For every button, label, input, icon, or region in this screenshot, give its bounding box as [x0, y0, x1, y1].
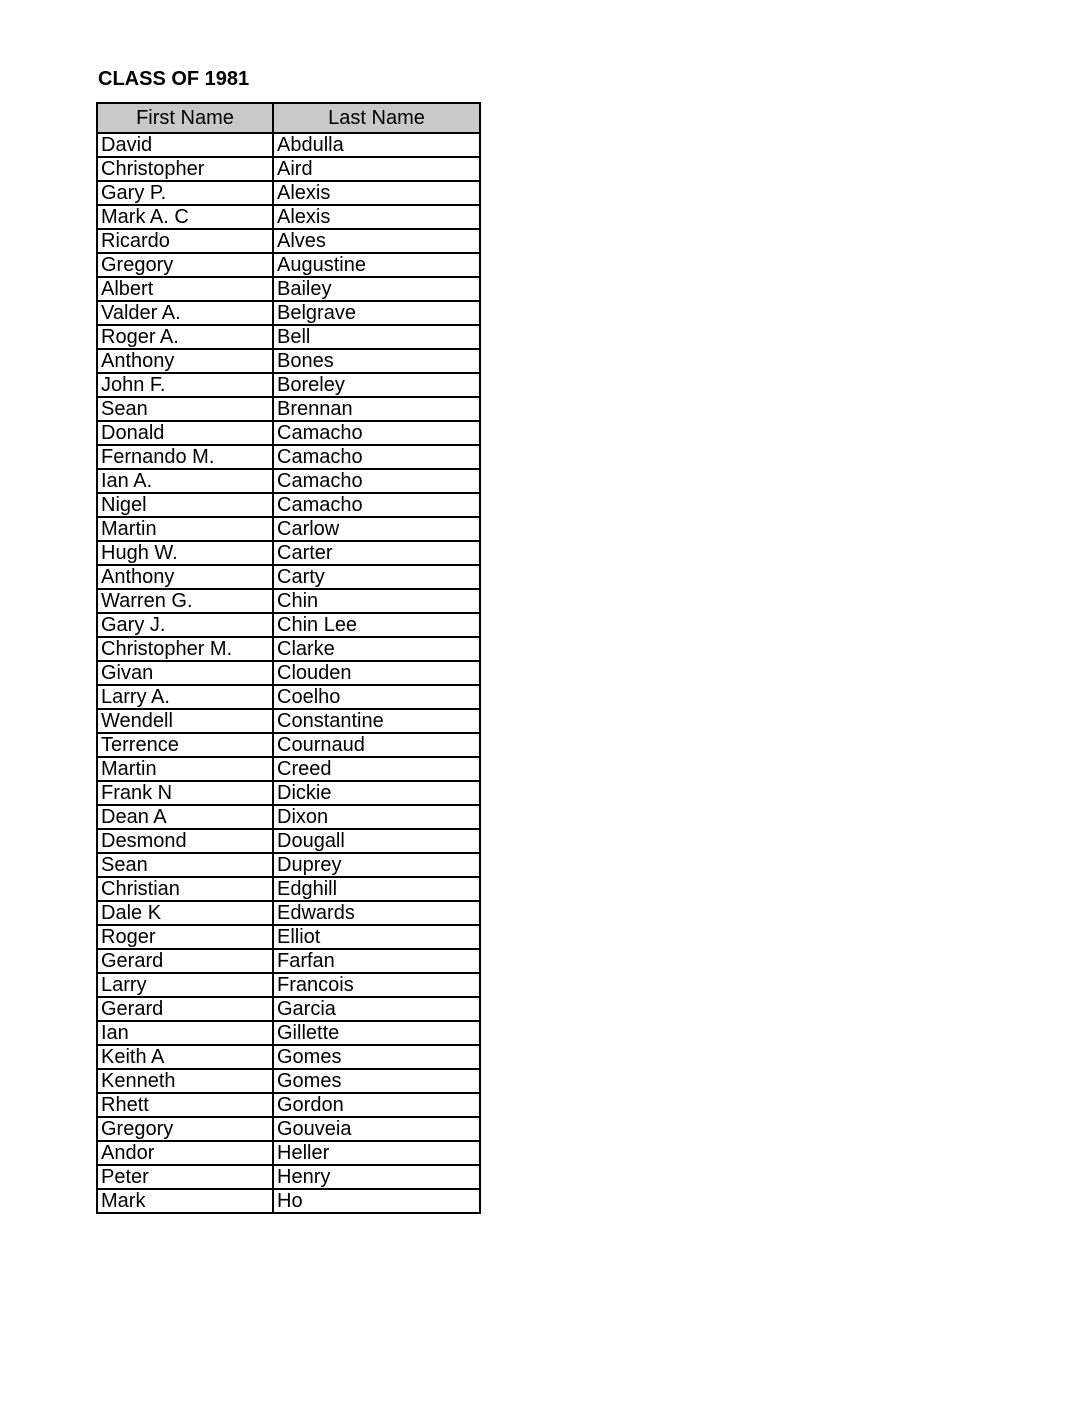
first-name-cell: Hugh W.	[97, 541, 273, 565]
first-name-cell: Kenneth	[97, 1069, 273, 1093]
table-row	[97, 925, 480, 949]
last-name-cell: Constantine	[273, 709, 480, 733]
last-name-cell: Boreley	[273, 373, 480, 397]
table-row	[97, 709, 480, 733]
first-name-cell: Roger	[97, 925, 273, 949]
last-name-cell: Henry	[273, 1165, 480, 1189]
table-row	[97, 1117, 480, 1141]
table-row	[97, 805, 480, 829]
table-row	[97, 829, 480, 853]
page-title: CLASS OF 1981	[98, 68, 250, 90]
table-row	[97, 541, 480, 565]
last-name-cell: Clouden	[273, 661, 480, 685]
first-name-cell: Ian	[97, 1021, 273, 1045]
first-name-cell: Anthony	[97, 349, 273, 373]
table-row	[97, 325, 480, 349]
table-row	[97, 997, 480, 1021]
last-name-cell: Carlow	[273, 517, 480, 541]
table-row	[97, 1141, 480, 1165]
table-row	[97, 781, 480, 805]
first-name-cell: Fernando M.	[97, 445, 273, 469]
table-row	[97, 469, 480, 493]
table-row	[97, 229, 480, 253]
table-row	[97, 157, 480, 181]
table-row	[97, 301, 480, 325]
table-row	[97, 757, 480, 781]
last-name-cell: Gouveia	[273, 1117, 480, 1141]
table-row	[97, 1189, 480, 1213]
first-name-cell: Albert	[97, 277, 273, 301]
first-name-cell: Dean A	[97, 805, 273, 829]
last-name-cell: Heller	[273, 1141, 480, 1165]
first-name-cell: Frank N	[97, 781, 273, 805]
table-row	[97, 661, 480, 685]
table-row	[97, 1093, 480, 1117]
last-name-cell: Alexis	[273, 181, 480, 205]
table-row	[97, 589, 480, 613]
table-row	[97, 493, 480, 517]
last-name-cell: Chin	[273, 589, 480, 613]
first-name-cell: Ian A.	[97, 469, 273, 493]
last-name-cell: Creed	[273, 757, 480, 781]
first-name-cell: Roger A.	[97, 325, 273, 349]
table-row	[97, 445, 480, 469]
table-row	[97, 253, 480, 277]
first-name-cell: Warren G.	[97, 589, 273, 613]
first-name-cell: Ricardo	[97, 229, 273, 253]
table-body	[97, 133, 480, 1213]
table-row	[97, 901, 480, 925]
table-row	[97, 421, 480, 445]
last-name-cell: Camacho	[273, 493, 480, 517]
last-name-cell: Edghill	[273, 877, 480, 901]
first-name-cell: Larry	[97, 973, 273, 997]
last-name-cell: Brennan	[273, 397, 480, 421]
first-name-cell: Larry A.	[97, 685, 273, 709]
last-name-cell: Bell	[273, 325, 480, 349]
last-name-cell: Edwards	[273, 901, 480, 925]
first-name-cell: Mark	[97, 1189, 273, 1213]
first-name-cell: Christian	[97, 877, 273, 901]
last-name-cell: Abdulla	[273, 133, 480, 157]
first-name-cell: Gary P.	[97, 181, 273, 205]
first-name-cell: Peter	[97, 1165, 273, 1189]
first-name-cell: Keith A	[97, 1045, 273, 1069]
last-name-cell: Duprey	[273, 853, 480, 877]
first-name-cell: Gregory	[97, 253, 273, 277]
table-row	[97, 1069, 480, 1093]
table-row	[97, 181, 480, 205]
first-name-cell: David	[97, 133, 273, 157]
table-row	[97, 877, 480, 901]
table-row	[97, 637, 480, 661]
last-name-cell: Carty	[273, 565, 480, 589]
last-name-cell: Francois	[273, 973, 480, 997]
last-name-cell: Gomes	[273, 1045, 480, 1069]
first-name-cell: Mark A. C	[97, 205, 273, 229]
table-row	[97, 613, 480, 637]
first-name-cell: Martin	[97, 517, 273, 541]
first-name-header: First Name	[97, 103, 273, 133]
first-name-cell: Valder A.	[97, 301, 273, 325]
table-row	[97, 397, 480, 421]
last-name-cell: Augustine	[273, 253, 480, 277]
first-name-cell: Givan	[97, 661, 273, 685]
table-row	[97, 853, 480, 877]
first-name-cell: Sean	[97, 853, 273, 877]
last-name-cell: Bailey	[273, 277, 480, 301]
first-name-cell: John F.	[97, 373, 273, 397]
table-row	[97, 517, 480, 541]
last-name-cell: Dougall	[273, 829, 480, 853]
table-row	[97, 1045, 480, 1069]
first-name-cell: Gerard	[97, 997, 273, 1021]
last-name-cell: Ho	[273, 1189, 480, 1213]
first-name-cell: Anthony	[97, 565, 273, 589]
last-name-cell: Coelho	[273, 685, 480, 709]
header-row	[97, 103, 480, 133]
first-name-cell: Sean	[97, 397, 273, 421]
table-row	[97, 373, 480, 397]
first-name-cell: Rhett	[97, 1093, 273, 1117]
last-name-cell: Camacho	[273, 469, 480, 493]
table-row	[97, 205, 480, 229]
last-name-cell: Aird	[273, 157, 480, 181]
first-name-cell: Andor	[97, 1141, 273, 1165]
last-name-cell: Gordon	[273, 1093, 480, 1117]
last-name-cell: Garcia	[273, 997, 480, 1021]
first-name-cell: Donald	[97, 421, 273, 445]
last-name-cell: Cournaud	[273, 733, 480, 757]
table-row	[97, 733, 480, 757]
last-name-cell: Belgrave	[273, 301, 480, 325]
last-name-cell: Gomes	[273, 1069, 480, 1093]
table-row	[97, 949, 480, 973]
first-name-cell: Desmond	[97, 829, 273, 853]
first-name-cell: Terrence	[97, 733, 273, 757]
table-row	[97, 349, 480, 373]
table-row	[97, 1021, 480, 1045]
last-name-cell: Bones	[273, 349, 480, 373]
first-name-cell: Dale K	[97, 901, 273, 925]
table-row	[97, 133, 480, 157]
first-name-cell: Wendell	[97, 709, 273, 733]
roster-table	[96, 102, 481, 1214]
last-name-cell: Gillette	[273, 1021, 480, 1045]
last-name-cell: Dixon	[273, 805, 480, 829]
first-name-cell: Nigel	[97, 493, 273, 517]
last-name-cell: Carter	[273, 541, 480, 565]
table-row	[97, 973, 480, 997]
last-name-cell: Camacho	[273, 421, 480, 445]
table-row	[97, 685, 480, 709]
first-name-cell: Gary J.	[97, 613, 273, 637]
table-header	[97, 103, 480, 133]
last-name-cell: Dickie	[273, 781, 480, 805]
last-name-header: Last Name	[273, 103, 480, 133]
first-name-cell: Christopher M.	[97, 637, 273, 661]
last-name-cell: Clarke	[273, 637, 480, 661]
last-name-cell: Elliot	[273, 925, 480, 949]
last-name-cell: Camacho	[273, 445, 480, 469]
last-name-cell: Alexis	[273, 205, 480, 229]
first-name-cell: Gregory	[97, 1117, 273, 1141]
first-name-cell: Gerard	[97, 949, 273, 973]
table-row	[97, 565, 480, 589]
first-name-cell: Martin	[97, 757, 273, 781]
table-row	[97, 1165, 480, 1189]
last-name-cell: Alves	[273, 229, 480, 253]
first-name-cell: Christopher	[97, 157, 273, 181]
last-name-cell: Farfan	[273, 949, 480, 973]
last-name-cell: Chin Lee	[273, 613, 480, 637]
table-row	[97, 277, 480, 301]
